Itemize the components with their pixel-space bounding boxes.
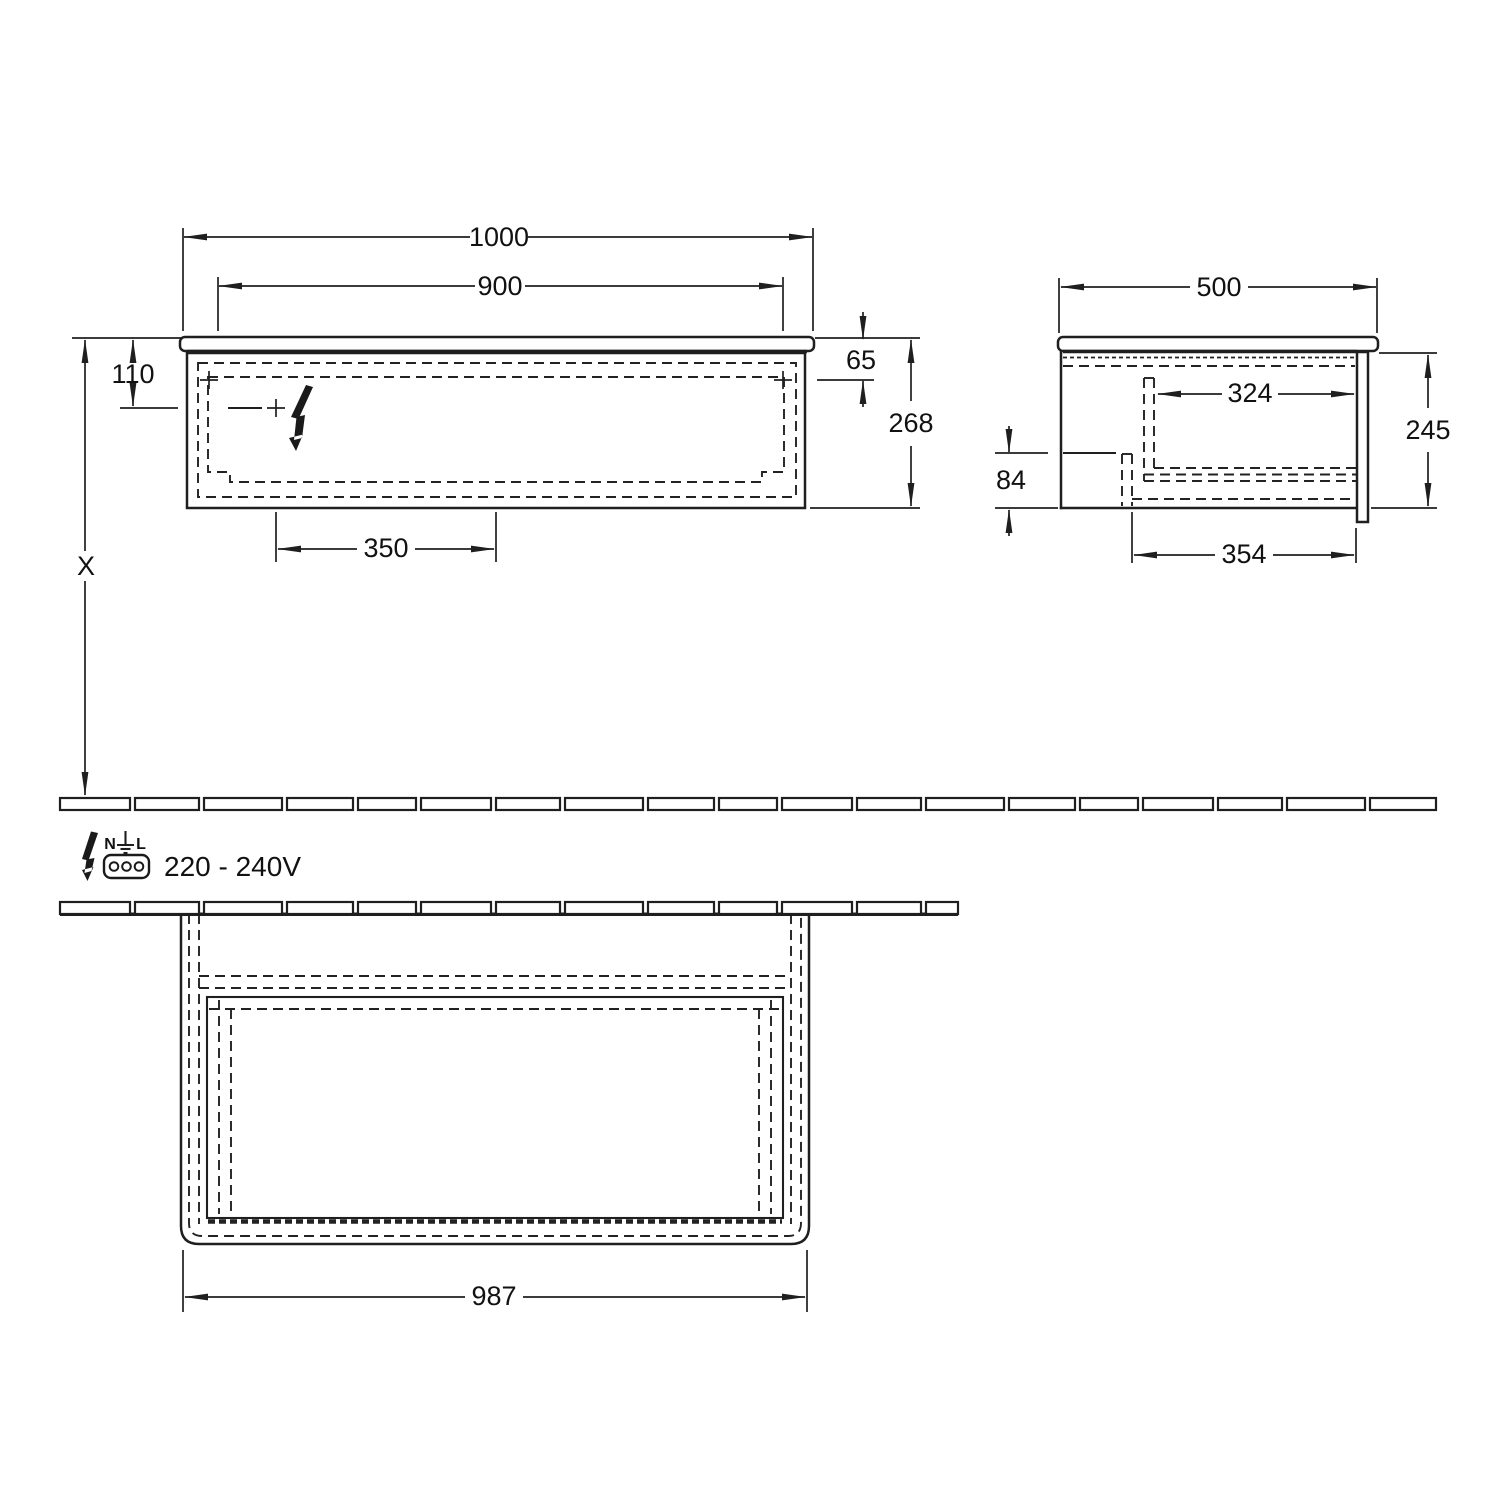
wall-segment [1143,798,1213,810]
dim-front-drain-offset [276,512,496,563]
wall-line-upper [60,798,1436,810]
voltage-label: 220 - 240V [164,851,301,882]
dim-label: 65 [845,345,877,375]
wall-segment [358,902,416,914]
dim-label: 500 [1196,272,1242,302]
dim-label: 1000 [468,222,530,252]
power-spec [82,831,301,882]
dim-mounting-height-x [72,338,182,795]
countertop-side [1058,337,1378,351]
wall-segment [782,902,852,914]
wall-line-lower [60,902,958,914]
dim-label: 350 [363,533,409,563]
wall-segment [857,798,921,810]
wall-segment [287,798,353,810]
wall-segment [135,798,199,810]
wall-segment [648,902,714,914]
wall-segment [565,902,643,914]
wall-segment [204,798,282,810]
wall-segment [421,798,491,810]
countertop-front [180,337,814,351]
dim-label: 84 [995,465,1027,495]
wall-segment [857,902,921,914]
wall-segment [496,902,560,914]
wall-segment [926,902,958,914]
dim-side-drawer-depth [1132,512,1356,569]
wall-segment [496,798,560,810]
wall-segment [565,798,643,810]
wall-segment [60,798,130,810]
dim-label: 987 [471,1281,517,1311]
drawer-front-panel [1357,352,1368,522]
dim-label: 110 [111,359,155,389]
dim-label: 354 [1221,539,1267,569]
neutral-label: N [104,836,116,853]
side-view [1058,337,1378,522]
dim-side-depth [1059,272,1377,333]
wall-segment [1287,798,1365,810]
hidden-cable-duct [1122,454,1356,506]
plan-view [181,914,809,1244]
wall-segment [287,902,353,914]
dim-side-height [1371,353,1451,508]
dim-side-bottom-clearance [995,426,1058,536]
dim-label: 324 [1227,378,1273,408]
line-label: L [136,836,146,853]
wall-segment [782,798,852,810]
dim-front-top-offset [111,340,178,408]
wall-segment [60,902,130,914]
wall-segment [135,902,199,914]
wall-segment [204,902,282,914]
plan-outline [181,914,809,1244]
front-view [180,337,814,508]
dim-plan-width [183,1250,807,1312]
dim-front-power-height [815,312,920,407]
earth-ground-icon [117,831,134,853]
wall-segment [421,902,491,914]
wall-segment [1009,798,1075,810]
dim-label: 268 [888,408,934,438]
plug-connector-icon [104,855,149,878]
dim-label: X [76,551,96,581]
dim-label: 245 [1405,415,1451,445]
wall-segment [1370,798,1436,810]
wall-segment [358,798,416,810]
wall-segment [719,798,777,810]
lightning-bolt-icon [82,832,98,882]
wall-segment [926,798,1004,810]
dim-label: 900 [477,271,523,301]
dim-side-inner-depth [1158,378,1354,408]
dim-front-carcass-width [218,271,783,331]
wall-segment [719,902,777,914]
wall-segment [1080,798,1138,810]
wall-segment [648,798,714,810]
wall-segment [1218,798,1282,810]
